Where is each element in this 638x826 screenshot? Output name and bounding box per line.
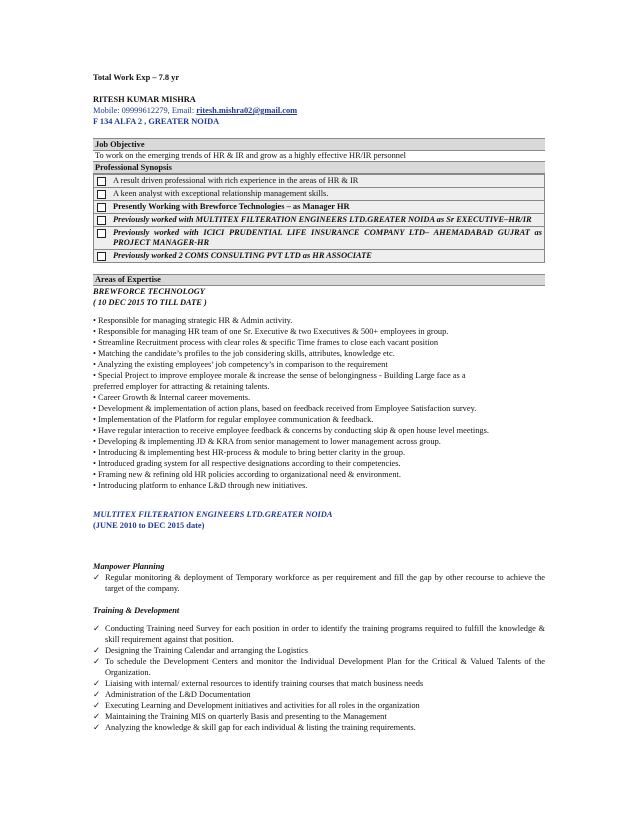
brewforce-responsibilities [93,315,545,491]
list-item: • Analyzing the existing employees’ job competency’s in comparison to the requirement [93,360,388,369]
list-item: ✓ Administration of the L&D Documentation [93,690,251,699]
manpower-heading: Manpower Planning [93,562,165,571]
address: F 134 ALFA 2 , GREATER NOIDA [93,117,220,126]
list-item: • Implementation of the Platform for regular employee communication & feedback. [93,415,374,424]
checkmark-icon: ✓ [93,646,101,655]
list-item: ✓ Regular monitoring & deployment of Temporary workforce as per requirement and fill the gap by other recourse to achieve the target of the company. [93,573,545,593]
synopsis-item: A keen analyst with exceptional relationship management skills. [94,187,544,200]
job-objective-heading: Job Objective [93,138,545,151]
resume-content [93,72,545,733]
list-item: • Special Project to improve employee morale & increase the sense of belongingness - Building Large face as a [93,371,466,380]
company-brewforce: BREWFORCE TECHNOLOGY [93,287,205,296]
synopsis-list [93,174,545,263]
candidate-name: RITESH KUMAR MISHRA [93,95,196,104]
list-item: ✓ Maintaining the Training MIS on quarterly Basis and presenting to the Management [93,712,387,721]
list-item: • Responsible for managing HR team of one Sr. Executive & two Executives & 500+ employees in group. [93,327,449,336]
list-item: • Developing & implementing JD & KRA from senior management to lower management across group. [93,437,441,446]
synopsis-item: Previously worked with ICICI PRUDENTIAL LIFE INSURANCE COMPANY LTD– AHEMADABAD GUJRAT as PROJECT MANAGER-HR [94,226,544,249]
list-item: • Development & implementation of action plans, based on feedback received from Employee Satisfaction survey. [93,404,477,413]
checkbox-icon [97,216,106,225]
list-item: • Career Growth & Internal career movements. [93,393,251,402]
checkmark-icon: ✓ [93,624,101,633]
training-list [93,623,545,733]
list-item: ✓ Designing the Training Calendar and arranging the Logistics [93,646,309,655]
list-item: • Streamline Recruitment process with clear roles & specific Time frames to close each vacant position [93,338,439,347]
total-experience: Total Work Exp – 7.8 yr [93,73,180,82]
checkbox-icon [97,190,106,199]
list-item: • Responsible for managing strategic HR & Admin activity. [93,316,293,325]
list-item: ✓ Liaising with internal/ external resources to identify training courses that match business needs [93,679,424,688]
list-item: • Framing new & refining old HR policies according to organizational need & environment. [93,470,401,479]
list-item: ✓ Conducting Training need Survey for each position in order to identify the training programs required to fulfill the knowledge & skill requirement against that position. [93,624,545,644]
training-heading: Training & Development [93,606,180,615]
expertise-heading: Areas of Expertise [93,274,545,286]
list-item: • Matching the candidate’s profiles to the job considering skills, attributes, knowledge etc. [93,349,395,358]
list-item: ✓ Analyzing the knowledge & skill gap for each individual & listing the training requirements. [93,723,416,732]
company-multitex: MULTITEX FILTERATION ENGINEERS LTD.GREATER NOIDA [93,510,333,519]
checkbox-icon [97,229,106,238]
checkmark-icon: ✓ [93,657,101,666]
list-item: • Introducing platform to enhance L&D through new initiatives. [93,481,308,490]
synopsis-item: Previously worked with MULTITEX FILTERATION ENGINEERS LTD.GREATER NOIDA as Sr EXECUTIVE–HR/IR [94,213,544,226]
list-item: • Have regular interaction to receive employee feedback & concerns by conducting skip & open house level meetings. [93,426,489,435]
checkbox-icon [97,177,106,186]
checkmark-icon: ✓ [93,679,101,688]
synopsis-item: Presently Working with Brewforce Technologies – as Manager HR [94,200,544,213]
checkmark-icon: ✓ [93,690,101,699]
checkmark-icon: ✓ [93,712,101,721]
period-multitex: (JUNE 2010 to DEC 2015 date) [93,521,205,530]
synopsis-heading: Professional Synopsis [93,162,545,174]
synopsis-item: A result driven professional with rich experience in the areas of HR & IR [94,174,544,187]
job-objective-text: To work on the emerging trends of HR & IR and grow as a highly effective HR/IR personnel [93,151,545,162]
checkmark-icon: ✓ [93,701,101,710]
synopsis-item: Previously worked 2 COMS CONSULTING PVT LTD as HR ASSOCIATE [94,249,544,262]
list-item: ✓ Executing Learning and Development initiatives and activities for all roles in the organization [93,701,420,710]
contact-line: Mobile: 09999612279, Email: ritesh.mishra02@gmail.com [93,106,298,115]
checkmark-icon: ✓ [93,723,101,732]
checkbox-icon [97,252,106,261]
list-item: • Introducing & implementing best HR-process & module to bring better clarity in the group. [93,448,406,457]
list-item: ✓ To schedule the Development Centers and monitor the Individual Development Plan for the Critical & Valued Talents of the Organization. [93,657,545,677]
checkbox-icon [97,203,106,212]
list-item: • Introduced grading system for all respective designations according to their competencies. [93,459,401,468]
checkmark-icon: ✓ [93,573,101,582]
period-brewforce: ( 10 DEC 2015 TO TILL DATE ) [93,298,207,307]
email-link[interactable]: ritesh.mishra02@gmail.com [196,106,298,115]
list-item: preferred employer for attracting & retaining talents. [93,382,270,391]
